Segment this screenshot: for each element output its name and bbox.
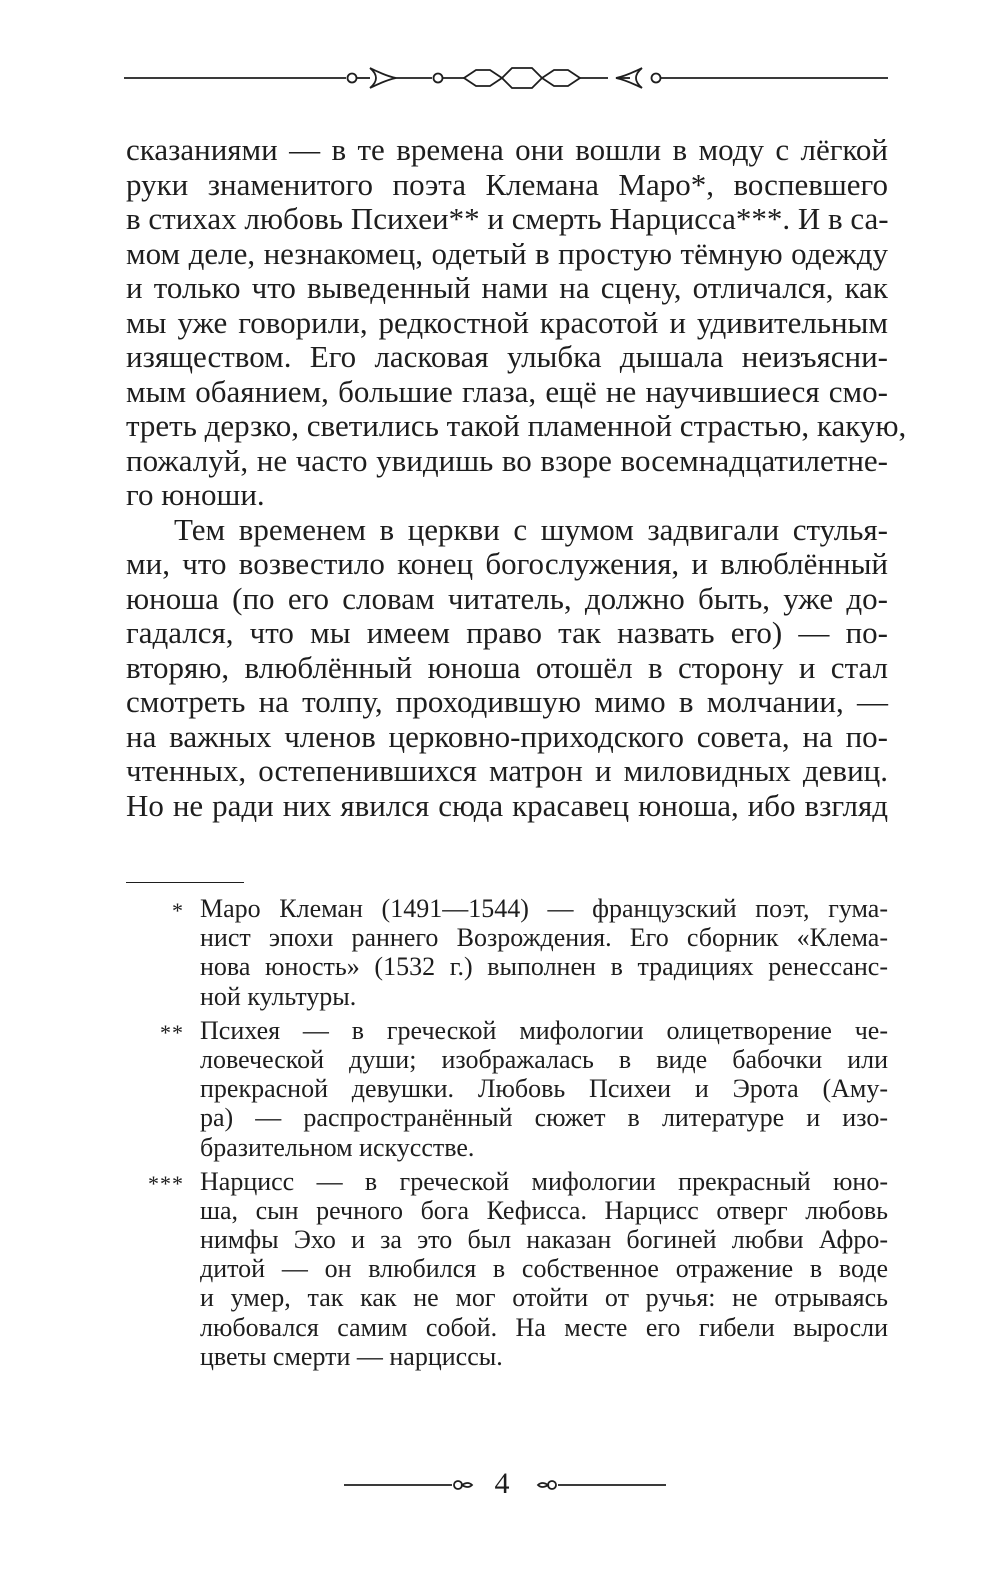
footnote-line: ной культуры.	[200, 981, 357, 1011]
footnote-line: прекрасной девушки. Любовь Психеи и Эрота (Аму-	[200, 1074, 888, 1104]
footnote-line: дитой — он влюбился в собственное отражение в воде	[200, 1254, 888, 1284]
footnote	[126, 1167, 888, 1371]
text-line: вторяю, влюблённый юноша отошёл в сторону и стал	[126, 649, 888, 685]
text-line: руки знаменитого поэта Клемана Маро*, воспевшего	[126, 166, 888, 202]
footnote-line: Нарцисс — в греческой мифологии прекрасный юно-	[200, 1166, 888, 1196]
text-line: ми, что возвестило конец богослужения, и влюблённый	[126, 546, 888, 581]
text-line: смотреть на толпу, проходившую мимо в молчании, —	[126, 684, 888, 719]
footnote-line: Психея — в греческой мифологии олицетворение че-	[200, 1015, 888, 1045]
main-text	[126, 132, 907, 823]
text-line: гадался, что мы имеем право так назвать его) — по-	[126, 615, 888, 650]
footnote-line: нист эпохи раннего Возрождения. Его сборник «Клема-	[200, 923, 888, 953]
footnote-line: ша, сын речного бога Кефисса. Нарцисс отверг любовь	[200, 1195, 888, 1225]
paragraph-start-line: Тем временем в церкви с шумом задвигали стулья-	[174, 511, 888, 547]
footnote-line: ра) — распространённый сюжет в литературе и изо-	[200, 1103, 888, 1133]
text-line: на важных членов церковно-приходского совета, на по-	[126, 718, 888, 754]
text-line: треть дерзко, светились такой пламенной страстью, какую,	[126, 408, 907, 443]
text-line: мом деле, незнакомец, одетый в простую тёмную одежду	[126, 235, 888, 271]
text-line: в стихах любовь Психеи** и смерть Нарцисса***. И в са-	[126, 201, 889, 236]
text-line: пожалуй, не часто увидишь во взоре восемнадцатилетне-	[126, 442, 888, 478]
text-line: и только что выведенный нами на сцену, отличался, как	[126, 270, 888, 305]
page-number: 4	[494, 1467, 510, 1500]
footnote-mark: **	[160, 1019, 184, 1045]
text-line: сказаниями — в те времена они вошли в моду с лёгкой	[126, 132, 888, 167]
text-line: го юноши.	[126, 477, 265, 512]
footnote-mark: ***	[148, 1170, 184, 1196]
footnote-divider	[126, 882, 244, 883]
text-line: чтенных, остепенившихся матрон и миловидных девиц.	[126, 753, 888, 788]
footnote-line: цветы смерти — нарциссы.	[200, 1341, 503, 1371]
footnote	[126, 894, 888, 1011]
footnote-mark: *	[172, 898, 184, 923]
footnotes	[126, 894, 888, 1376]
footnote-line: и умер, так как не мог отойти от ручья: не отрываясь	[200, 1283, 888, 1313]
header-ornament	[124, 58, 888, 98]
footnote	[126, 1016, 888, 1162]
footnote-line: любовался самим собой. На месте его гибели выросли	[200, 1312, 888, 1342]
text-line: юноша (по его словам читатель, должно быть, уже до-	[126, 580, 888, 616]
footnote-line: Маро Клеман (1491—1544) — французский поэт, гума-	[200, 894, 888, 923]
footnote-line: нимфы Эхо и за это был наказан богиней любви Афро-	[200, 1225, 888, 1255]
footnote-line: ловеческой души; изображалась в виде бабочки или	[200, 1044, 888, 1074]
text-line: Но не ради них явился сюда красавец юноша, ибо взгляд	[126, 787, 888, 823]
text-line: изяществом. Его ласковая улыбка дышала неизъясни-	[126, 339, 888, 374]
footnote-line: бразительном искусстве.	[200, 1132, 475, 1162]
footnote-line: нова юность» (1532 г.) выполнен в традициях ренессанс-	[200, 952, 888, 982]
text-line: мы уже говорили, редкостной красотой и удивительным	[126, 304, 888, 340]
text-line: мым обаянием, большие глаза, ещё не научившиеся смо-	[126, 373, 888, 409]
